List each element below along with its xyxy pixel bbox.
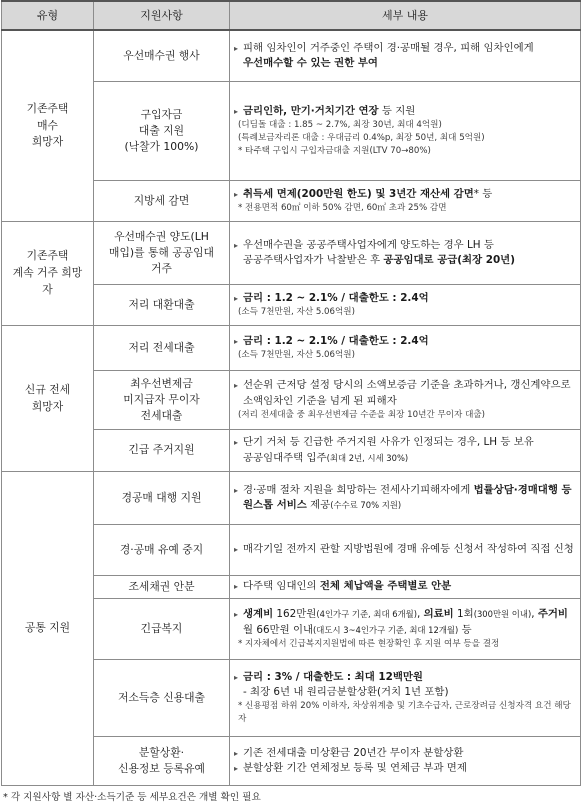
detail-line: ▸ 피해 임차인이 거주중인 주택이 경·공매될 경우, 피해 임차인에게 우선매수할 수 있는 권한 부여	[234, 41, 577, 71]
header-support: 지원사항	[94, 1, 230, 30]
detail-cell	[230, 326, 581, 371]
detail-note: (소득 7천만원, 자산 5.06억원)	[238, 307, 355, 318]
detail-cell	[230, 472, 581, 525]
support-item: 우선매수권 행사	[94, 30, 230, 82]
detail-line: ▸ 우선매수권을 공공주택사업자에게 양도하는 경우 LH 등 공공주택사업자가 낙찰받은 후 공공임대로 공급(최장 20년)	[234, 238, 577, 268]
header-type: 유형	[2, 1, 94, 30]
group-new-jeonse: 신규 전세 희망자	[2, 326, 94, 472]
detail-cell	[230, 285, 581, 326]
detail-line: ▸ 단기 거처 등 긴급한 주거지원 사유가 인정되는 경우, LH 등 보유 공공임대주택 입주(최대 2년, 시세 30%)	[234, 435, 577, 465]
group-existing-stay: 기존주택 계속 거주 희망 자	[2, 222, 94, 326]
table-row	[2, 326, 581, 371]
support-item: 분할상환· 신용정보 등록유예	[94, 737, 230, 786]
detail-line: ▸ 다주택 임대인의 전체 체납액을 주택별로 안분	[234, 579, 577, 594]
detail-note: * 전용면적 60㎡ 이하 50% 감면, 60㎡ 초과 25% 감면	[238, 203, 447, 214]
header-details: 세부 내용	[230, 1, 581, 30]
support-item: 경공매 대행 지원	[94, 472, 230, 525]
detail-note: (디딤돌 대출 : 1.85 ~ 2.7%, 최장 30년, 최대 4억원)	[238, 120, 442, 131]
detail-note: * 타주택 구입시 구입자금대출 지원(LTV 70→80%)	[238, 145, 431, 156]
detail-cell	[230, 737, 581, 786]
support-item: 저리 대환대출	[94, 285, 230, 326]
support-item: 저소득층 신용대출	[94, 660, 230, 737]
support-item: 긴급 주거지원	[94, 430, 230, 472]
detail-line: ▸ 금리 : 1.2 ~ 2.1% / 대출한도 : 2.4억	[234, 334, 577, 349]
detail-cell	[230, 371, 581, 430]
detail-cell	[230, 222, 581, 285]
detail-line: ▸ 금리 : 3% / 대출한도 : 최대 12백만원	[234, 670, 577, 685]
detail-cell	[230, 660, 581, 737]
support-item: 우선매수권 양도(LH 매입)를 통해 공공임대 거주	[94, 222, 230, 285]
detail-line: ▸ 매각기일 전까지 관할 지방법원에 경매 유예등 신청서 작성하여 직접 신청	[234, 542, 577, 557]
detail-line: ▸ 금리 : 1.2 ~ 2.1% / 대출한도 : 2.4억	[234, 291, 577, 306]
detail-cell	[230, 30, 581, 82]
detail-line: ▸ 생계비 162만원(4인가구 기준, 최대 6개월), 의료비 1회(300만원 이내), 주거비 월 66만원 이내(대도시 3~4인가구 기준, 최대 12개월) 등	[234, 607, 577, 637]
support-item: 긴급복지	[94, 599, 230, 660]
table-header-row	[2, 1, 581, 30]
detail-cell	[230, 525, 581, 576]
detail-note: (소득 7천만원, 자산 5.06억원)	[238, 350, 355, 361]
detail-line: ▸ 분할상환 기간 연체정보 등록 및 연체금 부과 면제	[234, 761, 577, 776]
support-table	[1, 0, 581, 786]
detail-line: ▸ 선순위 근저당 설정 당시의 소액보증금 기준을 초과하거나, 갱신계약으로 소액임차인 기준을 넘게 된 피해자	[234, 378, 577, 408]
support-item: 구입자금 대출 지원 (낙찰가 100%)	[94, 82, 230, 181]
detail-cell	[230, 576, 581, 599]
detail-cell	[230, 599, 581, 660]
support-item: 조세채권 안분	[94, 576, 230, 599]
detail-cell	[230, 82, 581, 181]
detail-subline: - 최장 6년 내 원리금분할상환(거치 1년 포함)	[243, 686, 449, 699]
table-row	[2, 472, 581, 525]
table-row	[2, 30, 581, 82]
detail-note: (특례보금자리론 대출 : 우대금리 0.4%p, 최장 50년, 최대 5억원)	[238, 133, 485, 144]
support-item: 경·공매 유예 중지	[94, 525, 230, 576]
detail-line: ▸ 취득세 면제(200만원 한도) 및 3년간 재산세 감면* 등	[234, 187, 577, 202]
table-row	[2, 222, 581, 285]
detail-line: ▸ 기존 전세대출 미상환금 20년간 무이자 분할상환	[234, 746, 577, 761]
detail-note: (저리 전세대출 중 최우선변제금 수준을 최장 10년간 무이자 대출)	[238, 409, 486, 420]
support-item: 저리 전세대출	[94, 326, 230, 371]
detail-cell	[230, 430, 581, 472]
detail-line: ▸ 금리인하, 만기·거치기간 연장 등 지원	[234, 104, 577, 119]
group-existing-buy: 기존주택 매수 희망자	[2, 30, 94, 222]
footnote: * 각 지원사항 별 자산·소득기준 등 세부요건은 개별 확인 필요	[3, 792, 261, 803]
detail-note: * 신용평점 하위 20% 이하자, 차상위계층 및 기초수급자, 근로장려금 신청자격 요건 해당자	[238, 701, 571, 725]
support-item: 지방세 감면	[94, 181, 230, 222]
support-item: 최우선변제금 미지급자 무이자 전세대출	[94, 371, 230, 430]
detail-line: ▸ 경·공매 절차 지원을 희망하는 전세사기피해자에게 법률상담·경매대행 등 원스톱 서비스 제공(수수료 70% 지원)	[234, 483, 577, 513]
detail-cell	[230, 181, 581, 222]
group-common: 공통 지원	[2, 472, 94, 786]
detail-note: * 지자체에서 긴급복지지원법에 따른 현장확인 후 지원 여부 등을 결정	[238, 638, 500, 649]
